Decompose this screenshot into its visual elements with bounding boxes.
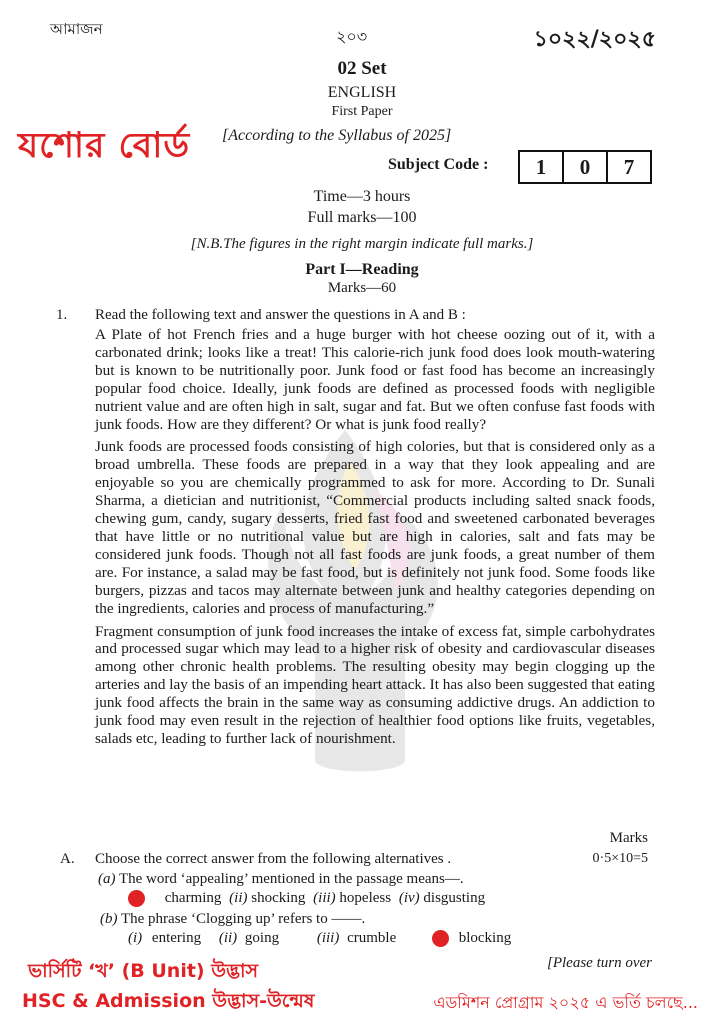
part-marks: Marks—60: [327, 280, 397, 296]
mcq-b-option-2: going: [244, 930, 280, 946]
subject-title: ENGLISH: [327, 84, 397, 101]
question-instruction: Read the following text and answer the questions in A and B :: [95, 307, 466, 323]
mcq-b-option-4: blocking: [458, 930, 512, 946]
turn-over-note: [Please turn over: [547, 955, 652, 971]
footer-brand-line2: HSC & Admission উদ্ভাস-উন্মেষ: [22, 990, 315, 1012]
subject-code-digit: 7: [623, 154, 635, 179]
set-label: 02 Set: [337, 58, 387, 79]
board-name: যশোর বোর্ড: [18, 126, 191, 166]
option-label: (i): [128, 930, 143, 946]
subject-code-label: Subject Code :: [388, 156, 489, 173]
option-label: (iii): [313, 890, 336, 906]
passage-paragraph: Fragment consumption of junk food increases the intake of excess fat, simple carbohydrates and processed sugar which may lead to a higher risk of obesity and cardiovascular diseases among other chronic health problems. The resulting obesity may begin clogging up the arteries and lay the basis of an impending heart attack. It has also been suggested that eating junk food affects the brain in the same way as consuming addictive drugs. An addiction to junk food may even result in the rejection of healthier food options like fruits, vegetables, salads etc, leading to further lack of nourishment.: [95, 622, 655, 747]
syllabus-note: [According to the Syllabus of 2025]: [222, 127, 452, 144]
time-info: Time—3 hours: [313, 188, 411, 205]
paper-title: First Paper: [331, 104, 393, 119]
mcq-a-options: [128, 890, 485, 907]
mcq-b-text: The phrase ‘Clogging up’ refers to ——.: [120, 911, 366, 927]
option-label: (ii): [229, 890, 248, 906]
header-top-left: আমাজন: [50, 20, 103, 38]
section-a-marks: 0·5×10=5: [592, 851, 648, 866]
marks-heading: Marks: [609, 830, 648, 846]
section-a-letter: A.: [60, 851, 75, 867]
subject-code-boxes: [518, 150, 652, 184]
mcq-b-label: (b): [100, 911, 118, 927]
mcq-a-option-4: disgusting: [423, 890, 486, 906]
question-number: 1.: [56, 307, 68, 323]
exam-code: ১০২২/২০২৫: [533, 27, 656, 52]
mcq-b-option-1: entering: [151, 930, 202, 946]
mcq-a-option-3: hopeless: [339, 890, 392, 906]
option-label: (iv): [398, 890, 420, 906]
passage-paragraph: Junk foods are processed foods consisting of high colories, but that is considered only as a broad umbrella. These foods are prepared in a way that they look appealing and are enjoyable so you are chemically programmed to ask for more. According to Dr. Sunali Sharma, a dietician and nutritionist, “Commercial products including salted snack foods, chewing gum, candy, sugary desserts, fried fast food and sweetened carbonated beverages that have little or no nutritional value but are high in calories, salt and fats may be considered junk foods. Though not all fast foods are junk foods, a great number of them are. For instance, a salad may be fast food, but is definitely not junk food. Some foods like burgers, pizzas and tacos may alternate between junk and healthy categories depending on the ingredients, calories and process of manufacturing.”: [95, 438, 655, 617]
option-label: (ii): [218, 930, 238, 946]
passage-paragraph: A Plate of hot French fries and a huge burger with hot cheese oozing out of it, with a carbonated drink; looks like a treat! This calorie-rich junk food does look mouth-watering but is known to be nutritionally poor. Junk food or fast food has become an increasingly popular food choice. Ideally, junk foods are defined as processed foods with negligible nutrient value and are often high in salt, sugar and fat. But we often confuse fast foods with junk foods. How are they different? Or what is junk food really?: [95, 326, 655, 433]
mcq-b-options: [128, 930, 511, 947]
mcq-a-option-2: shocking: [251, 890, 306, 906]
mcq-a-text: The word ‘appealing’ mentioned in the passage means—.: [118, 871, 464, 887]
mcq-b-question: [100, 911, 365, 928]
nb-note: [N.B.The figures in the right margin indicate full marks.]: [190, 236, 534, 252]
subject-code-digit: 0: [564, 152, 608, 182]
part-title: Part I—Reading: [305, 261, 419, 278]
answer-marker-icon: [432, 930, 449, 947]
full-marks-info: Full marks—100: [307, 209, 417, 226]
footer-admission-note: এডমিশন প্রোগ্রাম ২০২৫ এ ভর্তি চলছে...: [433, 993, 698, 1012]
mcq-b-option-3: crumble: [347, 930, 397, 946]
answer-marker-icon: [128, 890, 145, 907]
mcq-a-option-1: charming: [164, 890, 222, 906]
subject-code-digit: 1: [520, 152, 564, 182]
footer-brand-line1: ভার্সিটি ‘খ’ (B Unit) উদ্ভাস: [28, 960, 259, 982]
mcq-a-label: (a): [98, 871, 116, 887]
page-number: ২০৩: [336, 27, 368, 46]
mcq-a-question: [98, 871, 464, 888]
option-label: (iii): [316, 930, 340, 946]
section-a-instruction: Choose the correct answer from the following alternatives .: [95, 851, 452, 867]
reading-passage: [95, 326, 655, 753]
